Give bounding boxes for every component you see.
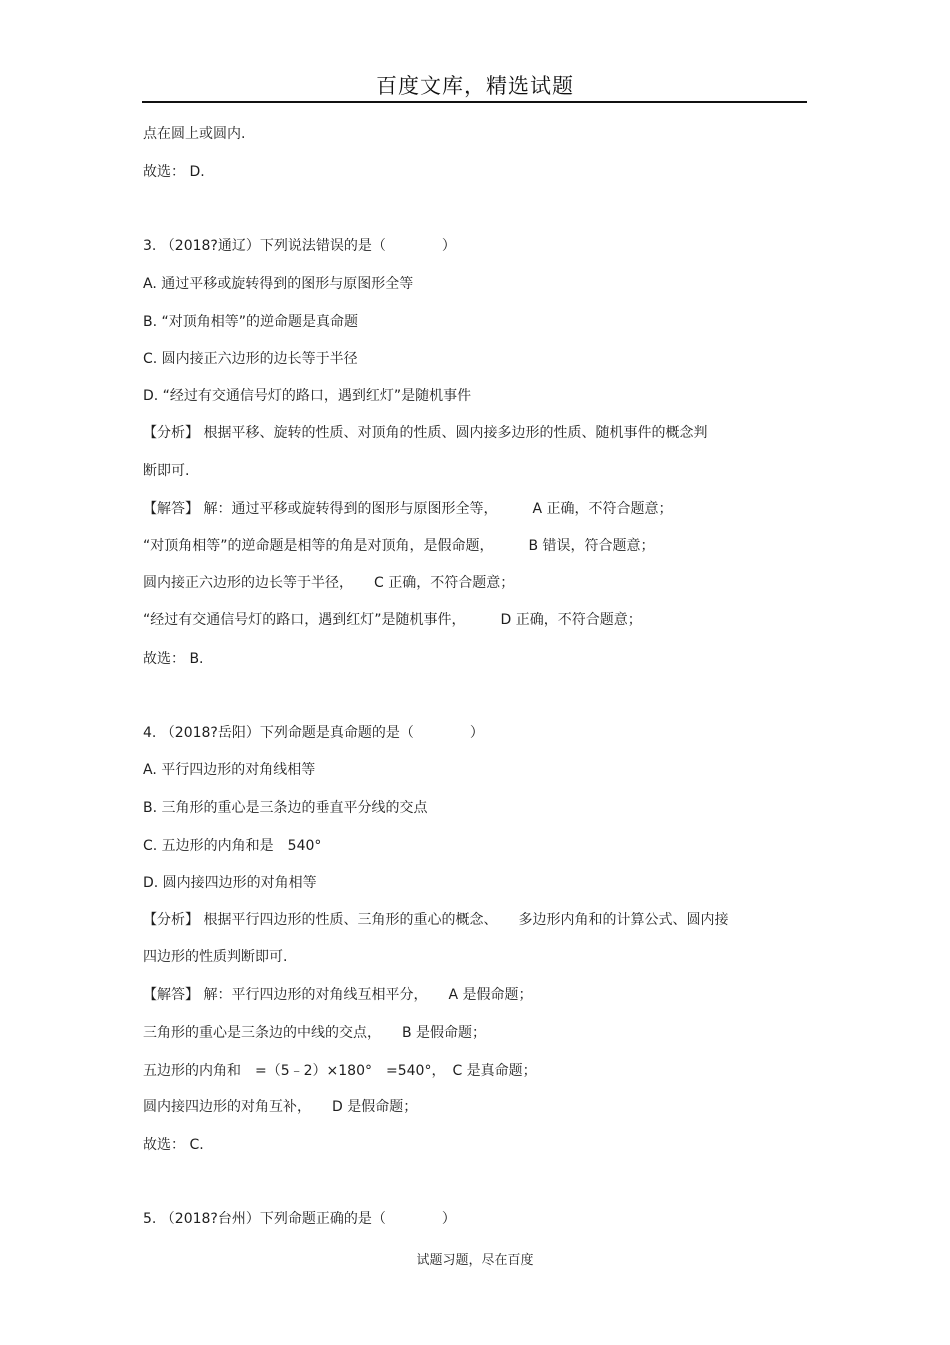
option-b: B. “对顶角相等”的逆命题是真命题 xyxy=(143,314,359,330)
option-d: D. 圆内接四边形的对角相等 xyxy=(143,875,317,891)
page-footer: 试题习题，尽在百度 xyxy=(416,1253,534,1268)
analysis-text: 【分析】 根据平移、旋转的性质、对顶角的性质、圆内接多边形的性质、随机事件的概念判 xyxy=(143,425,708,441)
analysis-text: 断即可. xyxy=(143,463,190,479)
solution-text: 圆内接四边形的对角互补， D 是假命题； xyxy=(143,1099,418,1115)
solution-text: “对顶角相等”的逆命题是相等的角是对顶角，是假命题， B 错误，符合题意； xyxy=(143,538,655,554)
text-line: 故选： D. xyxy=(143,164,205,180)
solution-text: 【解答】 解：平行四边形的对角线互相平分， A 是假命题； xyxy=(143,987,533,1003)
option-a: A. 平行四边形的对角线相等 xyxy=(143,762,316,778)
header-divider xyxy=(142,101,807,103)
option-c: C. 圆内接正六边形的边长等于半径 xyxy=(143,351,358,367)
option-b: B. 三角形的重心是三条边的垂直平分线的交点 xyxy=(143,800,428,816)
text-line: 点在圆上或圆内. xyxy=(143,126,246,142)
answer-line: 故选： C. xyxy=(143,1137,204,1153)
analysis-text: 四边形的性质判断即可. xyxy=(143,949,288,965)
page-header-title: 百度文库，精选试题 xyxy=(376,74,574,98)
option-a: A. 通过平移或旋转得到的图形与原图形全等 xyxy=(143,276,414,292)
solution-text: 【解答】 解：通过平移或旋转得到的图形与原图形全等， A 正确，不符合题意； xyxy=(143,501,673,517)
solution-text: 三角形的重心是三条边的中线的交点， B 是假命题； xyxy=(143,1025,487,1041)
question-5-stem: 5. （2018?台州）下列命题正确的是（ ） xyxy=(143,1211,456,1227)
solution-text: “经过有交通信号灯的路口，遇到红灯”是随机事件， D 正确，不符合题意； xyxy=(143,612,642,628)
option-d: D. “经过有交通信号灯的路口，遇到红灯”是随机事件 xyxy=(143,388,472,404)
question-3-stem: 3. （2018?通辽）下列说法错误的是（ ） xyxy=(143,238,456,254)
option-c: C. 五边形的内角和是 540° xyxy=(143,838,322,854)
question-4-stem: 4. （2018?岳阳）下列命题是真命题的是（ ） xyxy=(143,725,484,741)
solution-text: 五边形的内角和 =（5﹣2）×180° =540°， C 是真命题； xyxy=(143,1063,537,1079)
solution-text: 圆内接正六边形的边长等于半径， C 正确，不符合题意； xyxy=(143,575,515,591)
answer-line: 故选： B. xyxy=(143,651,204,667)
analysis-text: 【分析】 根据平行四边形的性质、三角形的重心的概念、 多边形内角和的计算公式、圆内接 xyxy=(143,912,729,928)
